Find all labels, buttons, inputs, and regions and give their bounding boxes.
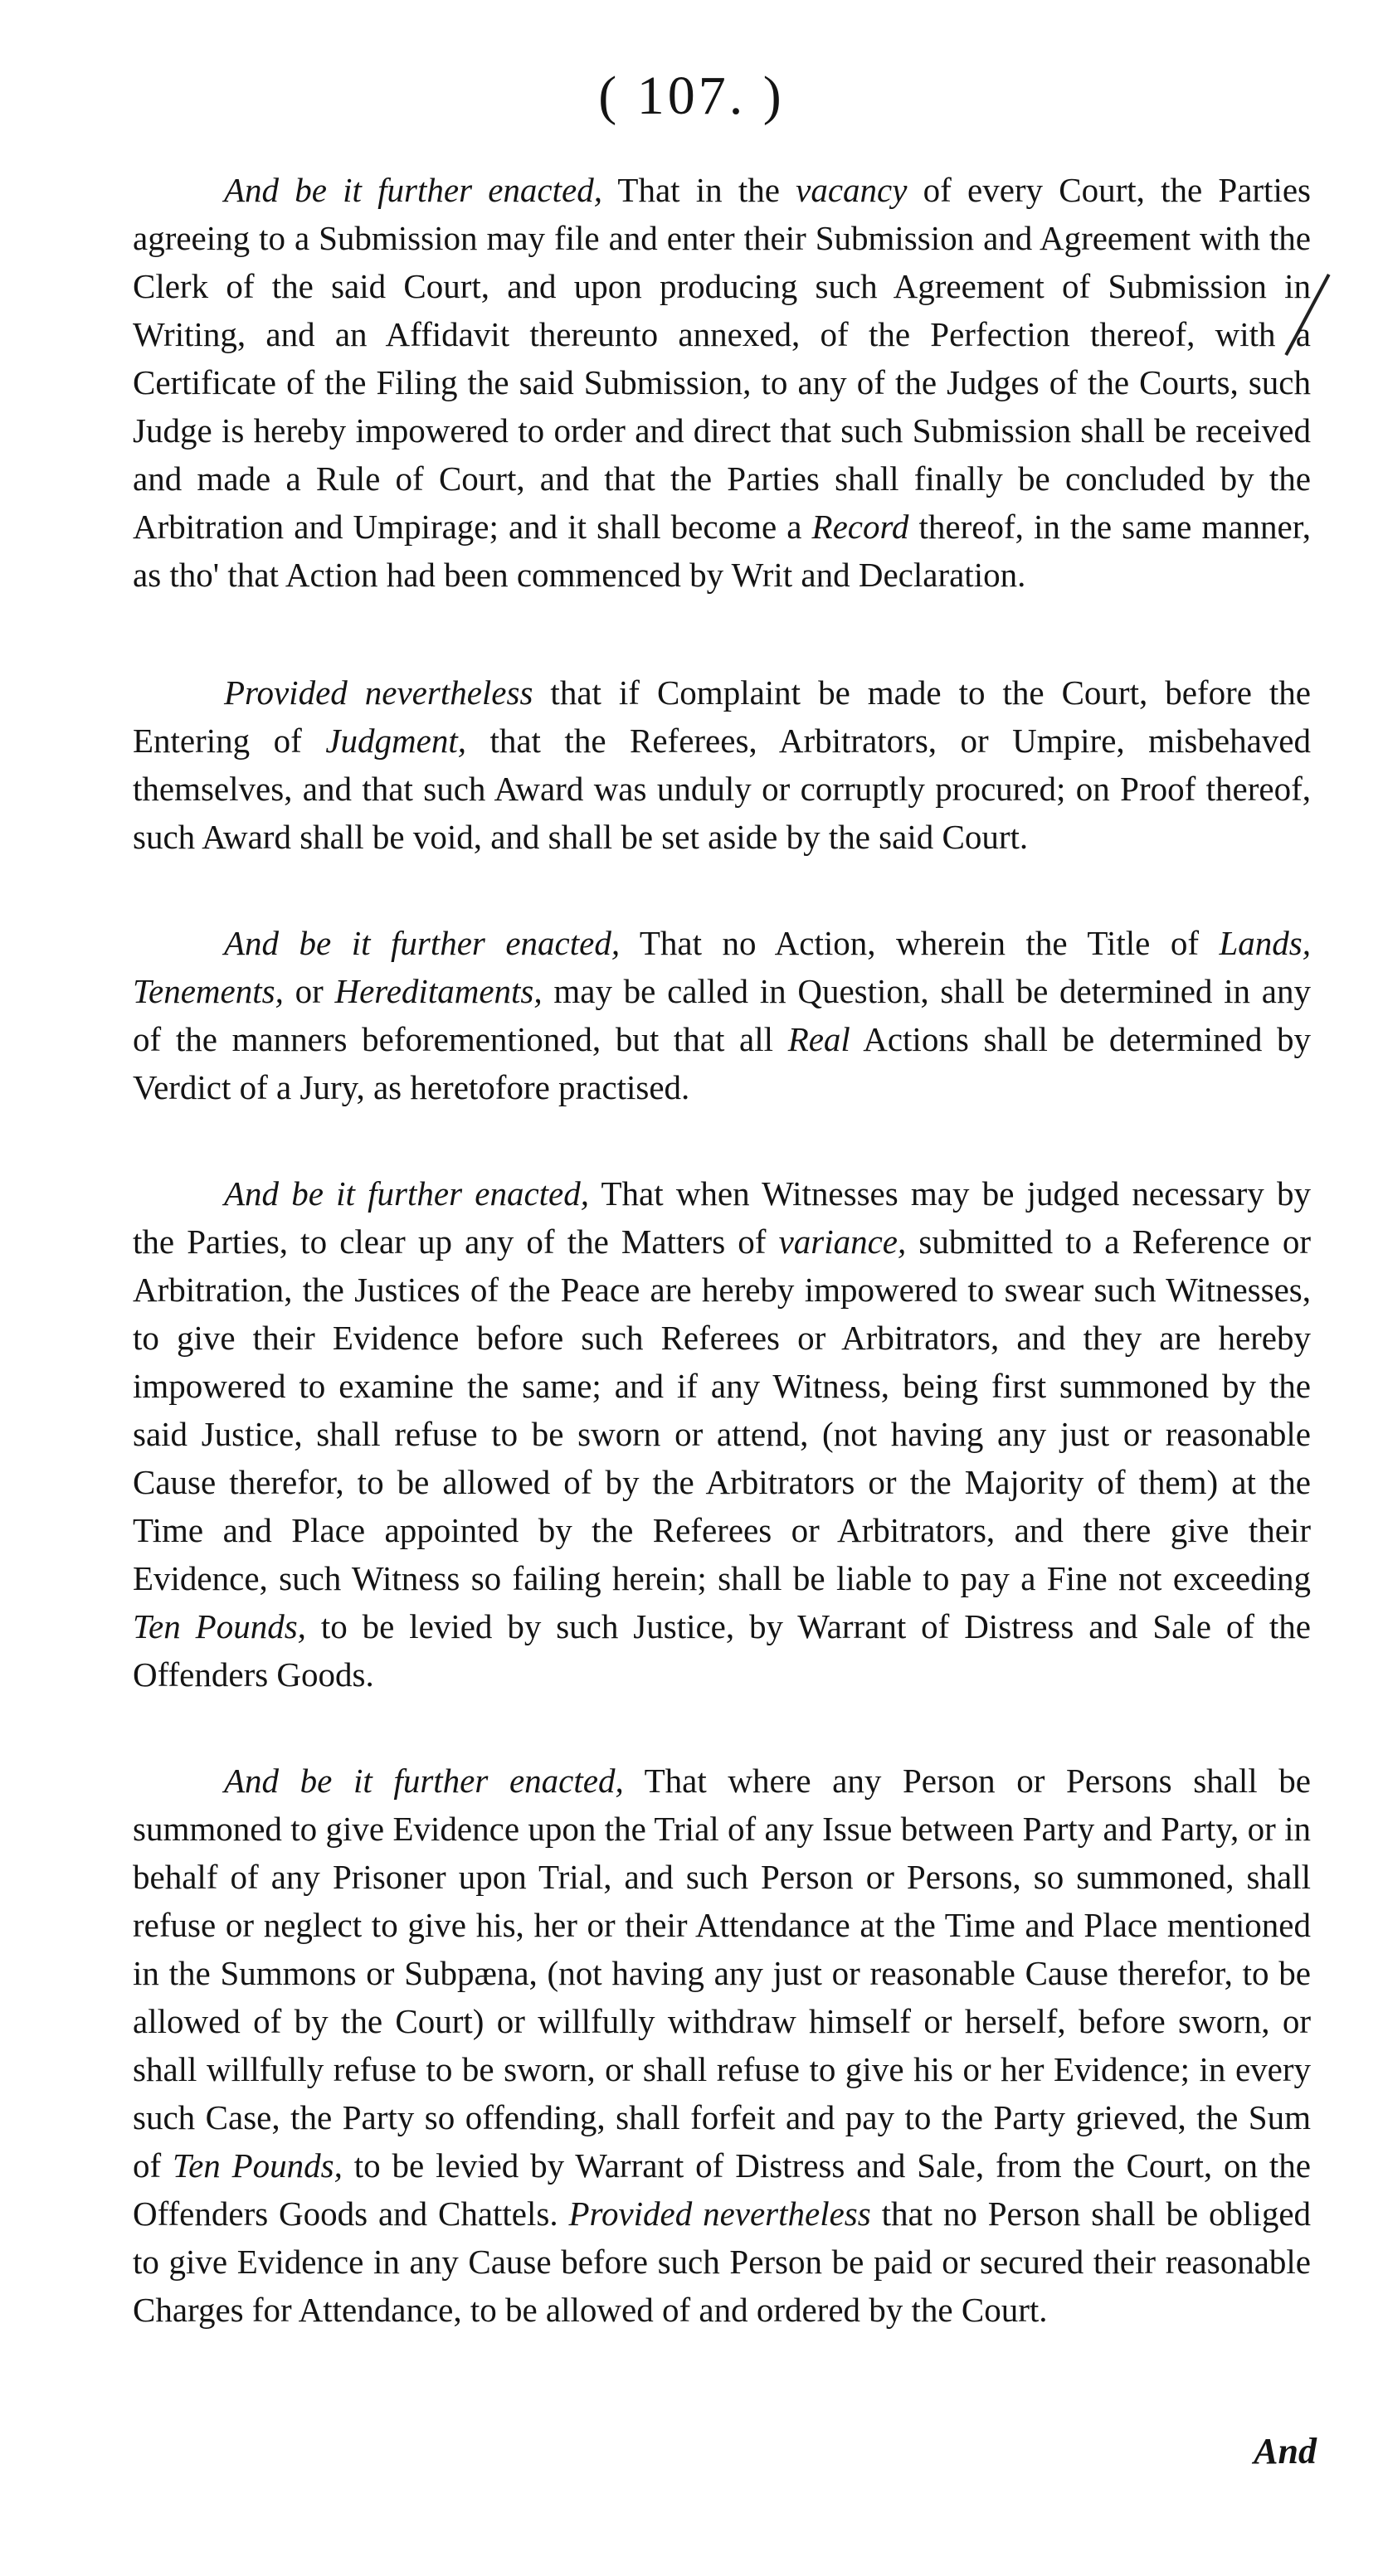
text-run: that if Complaint be made to the Court, before the Entering of	[133, 673, 1312, 760]
text-run: Record	[811, 508, 909, 546]
text-run: thereof, in the same manner, as tho' that Action had been commenced by Writ and Declaration.	[133, 508, 1311, 594]
text-run: that the Referees, Arbitrators, or Umpire, misbehaved themselves, and that such Award was unduly or corruptly procured; on Proof thereof, such Award shall be void, and shall be set aside by the said Court.	[133, 722, 1311, 856]
text-run: That when Witnesses may be judged necessary by the Parties, to clear up any of the Matters of	[133, 1174, 1311, 1261]
text-run: of every Court, the Parties agreeing to a Submission may file and enter their Submission and Agreement with the Clerk of the said Court, and upon producing such Agreement of Submission in Writing, and an Affidavit thereunto annexed, of the Perfection thereof, with a Certificate of the Filing the said Submission, to any of the Judges of the Courts, such Judge is hereby impowered to order and direct that such Submission shall be received and made a Rule of Court, and that the Parties shall finally be concluded by the Arbitration and Umpirage; and it shall become a	[133, 171, 1311, 546]
text-run: And be it further enacted,	[224, 1762, 624, 1800]
text-run: Lands, Tenements,	[133, 924, 1311, 1010]
catchword: And	[1254, 2431, 1317, 2472]
text-run: Provided nevertheless	[224, 673, 533, 712]
text-run: And be it further enacted,	[224, 171, 602, 209]
text-run: And be it further enacted,	[224, 924, 621, 962]
text-run: And be it further enacted,	[224, 1174, 589, 1213]
text-run: That no Action, wherein the Title of	[620, 924, 1220, 962]
text-run: may be called in Question, shall be determined in any of the manners beforementioned, but that all	[133, 972, 1311, 1058]
text-run: submitted to a Reference or Arbitration, the Justices of the Peace are hereby impowered to swear such Witnesses, to give their Evidence before such Referees or Arbitrators, and they are hereby impowered to examine the same; and if any Witness, being first summoned by the said Justice, shall refuse to be sworn or attend, (not having any just or reasonable Cause therefor, to be allowed of by the Arbitrators or the Majority of them) at the Time and Place appointed by the Referees or Arbitrators, and there give their Evidence, such Witness so failing herein; shall be liable to pay a Fine not exceeding	[133, 1222, 1311, 1597]
text-run: That in the	[601, 171, 796, 209]
text-run: Judgment,	[325, 722, 466, 760]
text-run: or	[283, 972, 335, 1010]
paragraph-witness-arbitration-clause	[133, 1169, 1311, 1699]
paragraph-witness-trial-clause	[133, 1757, 1311, 2334]
text-run: Real	[787, 1020, 850, 1058]
text-run: That where any Person or Persons shall be summoned to give Evidence upon the Trial of any Issue between Party and Party, or in behalf of any Prisoner upon Trial, and such Person or Persons, so summoned, shall refuse or neglect to give his, her or their Attendance at the Time and Place mentioned in the Summons or Subpæna, (not having any just or reasonable Cause therefor, to be allowed of by the Court) or willfully withdraw himself or herself, before sworn, or shall willfully refuse to be sworn, or shall refuse to give his or her Evidence; in every such Case, the Party so offending, shall forfeit and pay to the Party grieved, the Sum of	[133, 1762, 1311, 2185]
paragraph-proviso-award	[133, 668, 1311, 861]
text-run: vacancy	[796, 171, 908, 209]
text-run: Ten Pounds,	[133, 1607, 306, 1645]
text-run: Hereditaments,	[334, 972, 543, 1010]
paragraph-submission-clause	[133, 166, 1311, 599]
text-run: to be levied by such Justice, by Warrant of Distress and Sale of the Offenders Goods.	[133, 1607, 1311, 1694]
paragraph-land-title-clause	[133, 919, 1311, 1111]
page-number: ( 107. )	[598, 66, 785, 126]
text-run: variance,	[778, 1222, 907, 1261]
text-run: Ten Pounds,	[173, 2146, 343, 2185]
text-run: Actions shall be determined by Verdict of a Jury, as heretofore practised.	[133, 1020, 1311, 1106]
text-run: to be levied by Warrant of Distress and Sale, from the Court, on the Offenders Goods and Chattels.	[133, 2146, 1311, 2233]
body-text	[133, 166, 1311, 2334]
text-run: that no Person shall be obliged to give Evidence in any Cause before such Person be paid or secured their reasonable Charges for Attendance, to be allowed of and ordered by the Court.	[133, 2194, 1312, 2329]
text-run: Provided nevertheless	[568, 2194, 871, 2233]
